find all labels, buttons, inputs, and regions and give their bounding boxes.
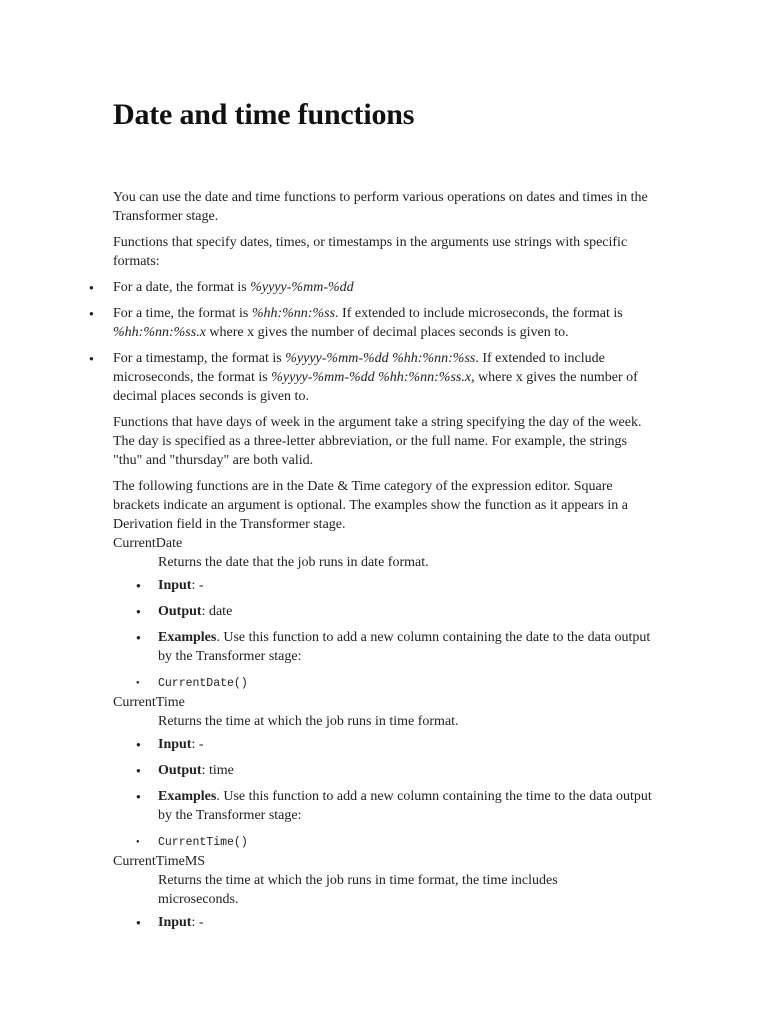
document-body <box>113 188 653 939</box>
function-details <box>113 735 653 852</box>
input-item: ● Input: - <box>158 913 653 932</box>
function-details <box>113 576 653 693</box>
intro-paragraph: You can use the date and time functions to perform various operations on dates and times in the Transformer stage. <box>113 190 648 224</box>
function-description: Returns the time at which the job runs in time format, the time includes microseconds. <box>158 873 558 907</box>
function-name: CurrentTime <box>113 695 185 710</box>
function-name: CurrentDate <box>113 536 183 551</box>
formats-intro-paragraph: Functions that specify dates, times, or timestamps in the arguments use strings with specific formats: <box>113 235 628 269</box>
function-description: Returns the time at which the job runs in time format. <box>158 714 459 729</box>
input-item: ● Input: - <box>158 576 653 595</box>
format-item-timestamp: ● For a timestamp, the format is %yyyy-%mm-%dd %hh:%nn:%ss. If extended to include microseconds, the format is %yyyy-%mm-%dd %hh:%nn:%ss.x, where x gives the number of decimal places seconds is given to. <box>113 349 653 406</box>
examples-item: ● Examples. Use this function to add a new column containing the date to the data output by the Transformer stage: <box>158 628 653 666</box>
output-item: ● Output: time <box>158 761 653 780</box>
function-entry <box>113 693 653 852</box>
examples-item: ● Examples. Use this function to add a new column containing the time to the data output by the Transformer stage: <box>158 787 653 825</box>
function-details <box>113 913 653 932</box>
code-example: ● CurrentDate() <box>158 673 653 693</box>
function-entry <box>113 534 653 693</box>
page-title: Date and time functions <box>113 98 415 131</box>
function-description: Returns the date that the job runs in date format. <box>158 555 429 570</box>
format-item-date: ● For a date, the format is %yyyy-%mm-%dd <box>113 278 653 297</box>
format-item-time: ● For a time, the format is %hh:%nn:%ss. If extended to include microseconds, the format is %hh:%nn:%ss.x where x gives the number of decimal places seconds is given to. <box>113 304 653 342</box>
function-entry <box>113 852 653 932</box>
function-name: CurrentTimeMS <box>113 854 206 869</box>
output-item: ● Output: date <box>158 602 653 621</box>
code-example: ● CurrentTime() <box>158 832 653 852</box>
format-list <box>113 278 653 406</box>
category-paragraph: The following functions are in the Date & Time category of the expression editor. Square brackets indicate an argument is optional. The examples show the function as it appears in a Derivation field in the Transformer stage. <box>113 479 628 532</box>
input-item: ● Input: - <box>158 735 653 754</box>
days-paragraph: Functions that have days of week in the argument take a string specifying the day of the week. The day is specified as a three-letter abbreviation, or the full name. For example, the strings "thu" and "thursday" are both valid. <box>113 415 642 468</box>
